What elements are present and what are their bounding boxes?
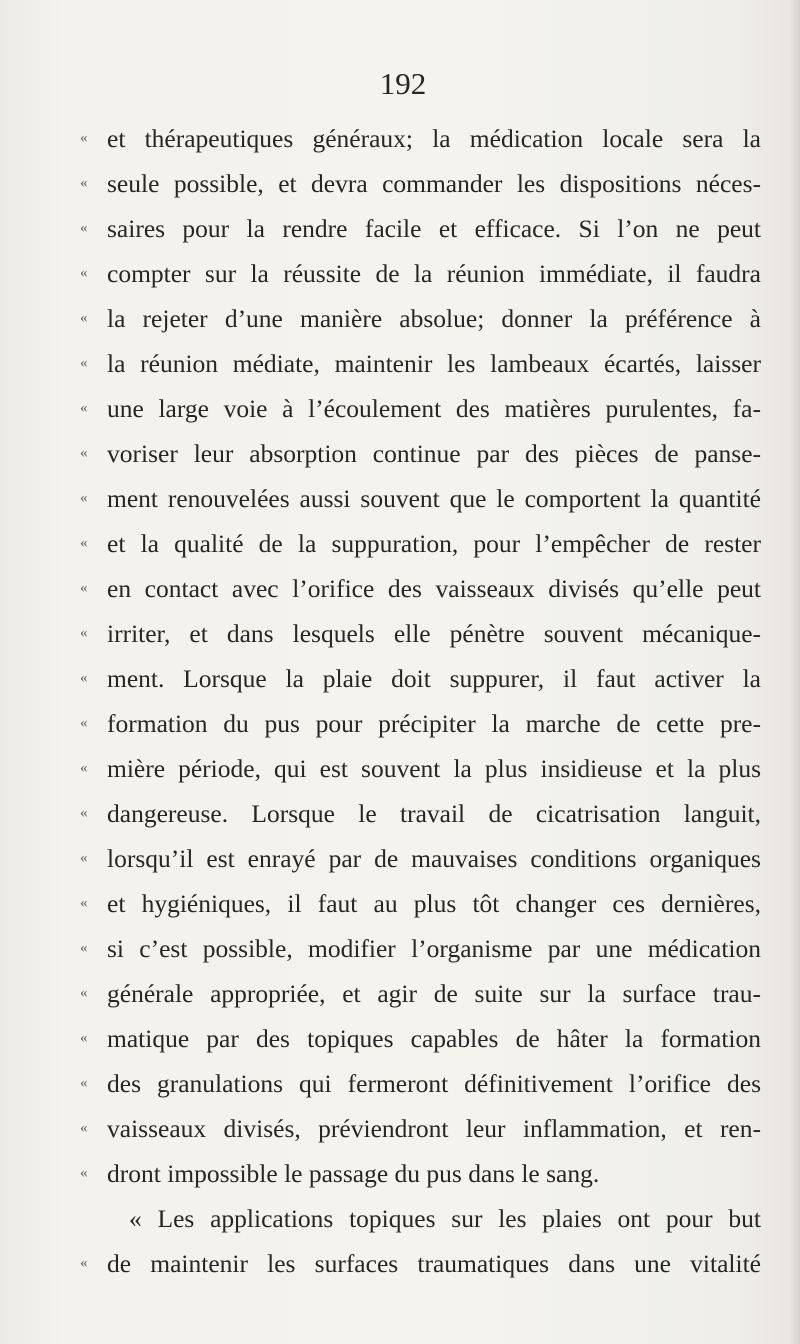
quote-margin-mark: « <box>80 1120 88 1136</box>
quote-margin-mark: « <box>80 580 88 596</box>
quote-margin-mark: « <box>80 715 88 731</box>
quote-margin-mark: « <box>80 1075 88 1091</box>
quote-margin-mark: « <box>80 535 88 551</box>
text-line: « mière période, qui est souvent la plus insidieuse et la plus <box>80 746 761 791</box>
quote-margin-mark: « <box>80 490 88 506</box>
text-line-paragraph-start: « Les applications topiques sur les plaies ont pour but <box>129 1204 761 1233</box>
quote-margin-mark: « <box>80 1165 88 1181</box>
quote-margin-mark: « <box>80 220 88 236</box>
quote-margin-mark: « <box>80 1030 88 1046</box>
page-edge-shadow <box>790 0 800 1344</box>
quote-margin-mark: « <box>80 850 88 866</box>
text-line: « et thérapeutiques généraux; la médication locale sera la <box>80 116 761 161</box>
quote-margin-mark: « <box>80 175 88 191</box>
text-line: « si c’est possible, modifier l’organisme par une médication <box>80 926 761 971</box>
text-line: « lorsqu’il est enrayé par de mauvaises conditions organiques <box>80 836 761 881</box>
text-line: « ment. Lorsque la plaie doit suppurer, il faut activer la <box>80 656 761 701</box>
text-line: « seule possible, et devra commander les dispositions néces- <box>80 161 761 206</box>
quote-margin-mark: « <box>80 940 88 956</box>
text-line: « la réunion médiate, maintenir les lambeaux écartés, laisser <box>80 341 761 386</box>
quote-margin-mark: « <box>80 130 88 146</box>
body-text <box>80 116 780 1286</box>
page-number: 192 <box>379 66 427 101</box>
text-line: « vaisseaux divisés, préviendront leur inflammation, et ren- <box>80 1106 761 1151</box>
text-line: « saires pour la rendre facile et efficace. Si l’on ne peut <box>80 206 761 251</box>
text-line: « compter sur la réussite de la réunion immédiate, il faudra <box>80 251 761 296</box>
text-line: « générale appropriée, et agir de suite sur la surface trau- <box>80 971 761 1016</box>
text-line: « en contact avec l’orifice des vaisseaux divisés qu’elle peut <box>80 566 761 611</box>
text-line: « dront impossible le passage du pus dans le sang. <box>80 1151 780 1196</box>
quote-margin-mark: « <box>80 1255 88 1271</box>
text-line: « des granulations qui fermeront définitivement l’orifice des <box>80 1061 761 1106</box>
text-line: « voriser leur absorption continue par des pièces de panse- <box>80 431 761 476</box>
quote-margin-mark: « <box>80 670 88 686</box>
text-line: « ment renouvelées aussi souvent que le comportent la quantité <box>80 476 761 521</box>
quote-margin-mark: « <box>80 445 88 461</box>
text-line: « la rejeter d’une manière absolue; donner la préférence à <box>80 296 761 341</box>
quote-margin-mark: « <box>80 310 88 326</box>
text-line: « et la qualité de la suppuration, pour l’empêcher de rester <box>80 521 761 566</box>
quote-margin-mark: « <box>80 265 88 281</box>
quote-margin-mark: « <box>80 355 88 371</box>
quote-margin-mark: « <box>80 805 88 821</box>
text-line: « matique par des topiques capables de hâter la formation <box>80 1016 761 1061</box>
text-line: « et hygiéniques, il faut au plus tôt changer ces dernières, <box>80 881 761 926</box>
quote-margin-mark: « <box>80 985 88 1001</box>
quote-margin-mark: « <box>80 625 88 641</box>
text-line: « formation du pus pour précipiter la marche de cette pre- <box>80 701 761 746</box>
quote-margin-mark: « <box>80 895 88 911</box>
text-line: « de maintenir les surfaces traumatiques dans une vitalité <box>80 1241 761 1286</box>
text-line: « une large voie à l’écoulement des matières purulentes, fa- <box>80 386 761 431</box>
quote-margin-mark: « <box>80 400 88 416</box>
quote-margin-mark: « <box>80 760 88 776</box>
text-line: « dangereuse. Lorsque le travail de cicatrisation languit, <box>80 791 761 836</box>
text-line: « irriter, et dans lesquels elle pénètre souvent mécanique- <box>80 611 761 656</box>
